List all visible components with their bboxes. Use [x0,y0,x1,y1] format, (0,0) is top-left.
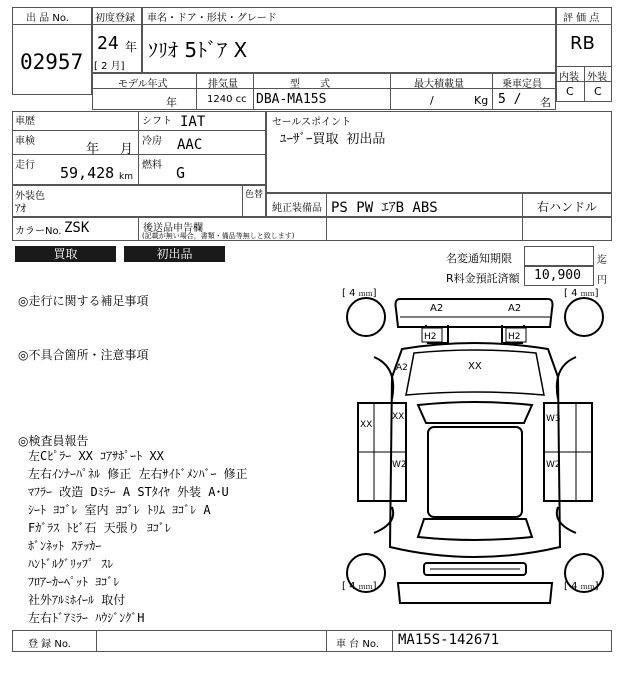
shift-label: シフト [142,116,172,127]
max-load-label: 最大積載量 [414,79,464,90]
deadline-value-box [524,246,594,266]
shift-value: IAT [180,114,206,130]
capacity-label: 乗車定員 [502,79,542,90]
inspector-remark-line: 左右ﾄﾞｱﾐﾗｰ ﾊｳｼﾞﾝｸﾞH [28,611,145,625]
color-no-value: ZSK [64,220,90,236]
score-value: RB [570,33,595,54]
right-front-fender [557,357,576,399]
front-right-tire [565,298,603,336]
capacity-unit: 名 [540,96,551,109]
interior-label: 内装 [559,72,579,83]
car-name: ｿﾘｵ 5ﾄﾞｱ X [148,38,248,62]
lot-label: 出 品 No. [26,13,69,24]
chassis-label: 車 台 No. [336,639,379,650]
chassis-number: MA15S-142671 [398,632,500,648]
car-damage-diagram [338,287,612,605]
type-label: 型 式 [290,79,330,90]
color-no-label: カラーNo. [15,226,62,237]
lot-number: 02957 [20,50,84,74]
mark-left-rear-door: W2 [392,460,407,470]
mark-left-fender: A2 [396,363,408,373]
color-value: ｱｵ [15,202,26,215]
deadline-unit: 迄 [597,255,607,266]
capacity-value: 5 / [498,92,522,107]
badge-first-listing: 初出品 [124,246,225,262]
tire-depth-rear-right: [ 4 ｍｍ] [564,581,599,592]
mark-front-bumper-left: A2 [430,303,444,314]
sales-point-label: セールスポイント [272,117,352,128]
color-box [12,185,266,217]
ac-value: AAC [177,137,203,153]
inspector-remark-line: ｼｰﾄ ﾖｺﾞﾚ 室内 ﾖｺﾞﾚ ﾄﾘﾑ ﾖｺﾞﾚ A [28,503,211,517]
reg-month: [ 2 月] [94,61,125,72]
handle-side: 右ハンドル [537,200,598,214]
exterior-grade: C [594,85,602,98]
type-value: DBA-MA15S [256,92,327,107]
recycle-fee-value: 10,900 [534,268,581,283]
footer-row [12,630,612,652]
inspector-remark-line: ﾎﾞﾝﾈｯﾄ ｽﾃｯｶｰ [28,539,102,553]
mark-right-front-door: W3 [546,414,561,424]
mileage-label: 走行 [15,160,35,171]
mark-headlight-right: H2 [508,332,521,342]
tire-depth-front-left: [ 4 ｍｍ] [342,288,377,299]
mark-hood: XX [468,361,482,372]
inspector-remark-line: 左Cﾋﾟﾗｰ XX ｺｱｻﾎﾟｰﾄ XX [28,449,164,463]
deadline-label: 名変通知期限 [446,252,512,265]
hood [406,350,544,395]
history-label: 車歴 [15,116,35,127]
reg-year: 24 [97,33,119,54]
fuel-value: G [176,164,186,182]
inspector-remark-line: 社外ｱﾙﾐﾎｲｰﾙ 取付 [28,593,126,607]
equipment-value: PS PW ｴｱB ABS [331,200,438,216]
displacement-label: 排気量 [208,79,238,90]
mark-left-side: XX [360,420,373,430]
driving-notes-heading: ◎走行に関する補足事項 [18,294,149,308]
roof [428,427,522,517]
model-year-label: モデル年式 [118,79,168,90]
tire-depth-rear-left: [ 4 ｍｍ] [342,581,377,592]
exterior-label: 外装 [587,72,607,83]
reg-year-unit: 年 [125,40,138,54]
car-body-outline [390,343,560,557]
front-bumper [396,299,553,327]
rear-glass [418,519,532,540]
interior-grade: C [566,85,574,98]
color-change-label: 色替 [245,190,264,200]
left-front-fender [374,357,393,399]
front-left-tire [347,298,385,336]
inspector-remark-line: ﾊﾝﾄﾞﾙｸﾞﾘｯﾌﾟ ｽﾚ [28,557,114,571]
displacement-value: 1240 cc [207,94,247,105]
inspection-label: 車検 [15,136,35,147]
aftermarket-label: 後送品申告欄 [143,223,203,234]
inspection-month: 月 [120,142,134,157]
mark-left-front-door: XX [392,412,405,422]
mark-front-bumper-right: A2 [508,303,522,314]
mark-right-rear-door: W2 [546,460,561,470]
model-year-unit: 年 [166,96,177,109]
recycle-fee-label: R料金預託済額 [446,272,520,285]
max-load-unit: Kg [474,94,489,107]
mileage-value: 59,428 [60,164,115,182]
registration-label: 登 録 No. [28,639,71,650]
equipment-label: 純正装備品 [272,203,322,214]
defects-heading: ◎不具合箇所・注意事項 [18,348,149,362]
inspector-remark-line: Fｶﾞﾗｽ ﾄﾋﾞ石 天張り ﾖｺﾞﾚ [28,521,171,535]
inspector-remark-line: ﾏﾌﾗｰ 改造 Dﾐﾗｰ A STﾀｲﾔ 外装 A･U [28,485,229,499]
color-no-box [12,217,612,241]
max-load-slash: / [430,94,434,107]
inspector-remark-line: 左右ｲﾝﾅｰﾊﾟﾈﾙ 修正 左右ｻｲﾄﾞﾒﾝﾊﾞｰ 修正 [28,467,248,481]
mark-headlight-left: H2 [424,332,437,342]
inspector-heading: ◎検査員報告 [18,434,89,448]
aftermarket-note: (記載が無い場合，書類・備品等無しと致します) [142,232,295,240]
mileage-unit: km [119,172,133,182]
car-label: 車名・ドア・形状・グレード [147,13,277,24]
inspection-year: 年 [86,142,100,157]
color-label: 外装色 [15,191,45,202]
ac-label: 冷房 [142,136,162,147]
first-reg-label: 初度登録 [95,13,135,24]
recycle-fee-unit: 円 [597,275,607,286]
rear-bumper [398,583,552,603]
sales-point-text: ﾕｰｻﾞｰ買取 初出品 [280,132,386,147]
tire-depth-front-right: [ 4 ｍｍ] [564,288,599,299]
windshield [418,402,532,423]
score-label: 評 価 点 [563,13,600,24]
info-grid [12,111,266,185]
fuel-label: 燃料 [142,160,162,171]
inspector-remark-line: ﾌﾛｱｰｶｰﾍﾟｯﾄ ﾖｺﾞﾚ [28,575,120,589]
badge-kaitori: 買取 [15,246,116,262]
